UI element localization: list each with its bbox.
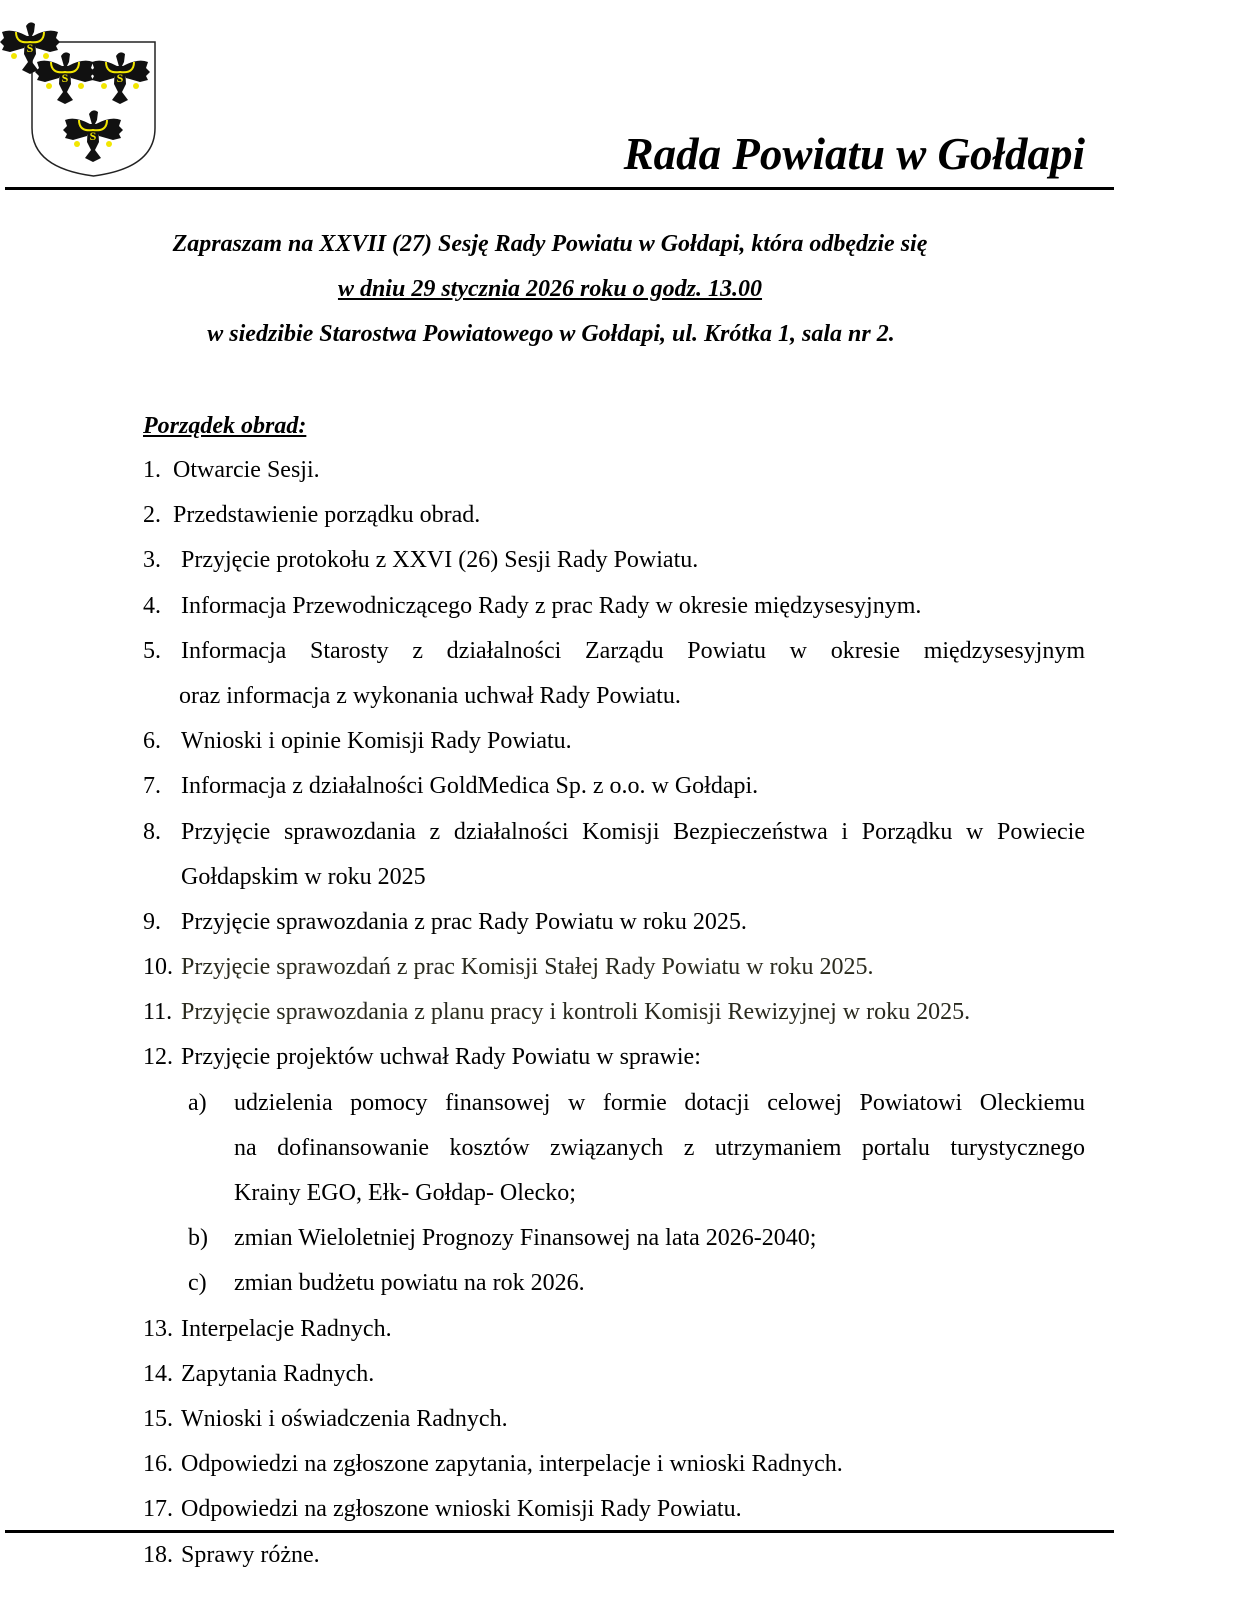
footer-divider [5,1530,1114,1533]
agenda-item-text: Odpowiedzi na zgłoszone zapytania, interpelacje i wnioski Radnych. [181,1451,843,1478]
agenda-item-number: 18. [143,1541,173,1568]
agenda-subitem-text: zmian budżetu powiatu na rok 2026. [234,1270,585,1297]
agenda-item-text: Informacja z działalności GoldMedica Sp. z o.o. w Gołdapi. [181,773,759,800]
agenda-item-text: oraz informacja z wykonania uchwał Rady Powiatu. [179,682,681,709]
agenda-subitem [143,1126,1085,1171]
agenda-item [143,448,1085,493]
agenda-item [143,584,1085,629]
agenda-item-text: Otwarcie Sesji. [173,457,320,483]
agenda-item-text: Przyjęcie protokołu z XXVI (26) Sesji Rady Powiatu. [181,547,699,574]
agenda-item-number: 11. [143,999,173,1026]
agenda-item [143,1352,1085,1397]
agenda-item-text: Informacja Starosty z działalności Zarządu Powiatu w okresie międzysesyjnym [181,637,1085,664]
agenda-item [143,945,1085,990]
agenda-item [143,538,1085,583]
agenda-item-number: 2. [143,502,161,529]
agenda-item [143,1307,1085,1352]
agenda-item [143,719,1085,764]
agenda-item [143,629,1085,674]
agenda-item-text: Przyjęcie sprawozdań z prac Komisji Stałej Rady Powiatu w roku 2025. [181,954,874,981]
agenda-subitem-text: zmian Wieloletniej Prognozy Finansowej na lata 2026-2040; [234,1225,817,1252]
agenda-item [143,764,1085,809]
agenda-item-text: Przedstawienie porządku obrad. [173,502,481,529]
agenda-item-text: Zapytania Radnych. [181,1360,375,1387]
invitation-date-text: w dniu 29 stycznia 2026 roku o godz. 13.00 [337,276,763,302]
agenda-subitem-letter: b) [188,1225,208,1252]
agenda-subitem-letter: a) [188,1089,207,1116]
agenda-subitem [143,1216,1085,1261]
agenda-item-text: Wnioski i opinie Komisji Rady Powiatu. [181,728,572,755]
agenda-item [143,1035,1085,1080]
agenda-title: Porządek obrad: [143,413,307,439]
agenda-item-text: Interpelacje Radnych. [181,1315,392,1342]
agenda-subitem-text: udzielenia pomocy finansowej w formie dotacji celowej Powiatowi Oleckiemu [234,1089,1085,1116]
agenda-list [143,448,1085,1578]
agenda-item [143,1533,1085,1578]
agenda-item-number: 7. [143,773,161,800]
agenda-item [143,674,1085,719]
agenda-subitem [143,1171,1085,1216]
agenda-subitem [143,1261,1085,1306]
agenda-item-number: 12. [143,1044,173,1071]
agenda-item-number: 9. [143,908,161,935]
agenda-item-text: Przyjęcie sprawozdania z planu pracy i kontroli Komisji Rewizyjnej w roku 2025. [181,999,971,1026]
agenda-item-number: 10. [143,954,173,981]
invitation-line: Zapraszam na XXVII (27) Sesję Rady Powiatu w Gołdapi, która odbędzie się [172,231,928,257]
agenda-item-number: 5. [143,637,161,664]
agenda-subitem [143,1081,1085,1126]
agenda-item-text: Informacja Przewodniczącego Rady z prac Rady w okresie międzysesyjnym. [181,592,922,619]
agenda-item-number: 3. [143,547,161,574]
agenda-subitem-text: Krainy EGO, Ełk- Gołdap- Olecko; [234,1180,576,1206]
agenda-item-text: Przyjęcie projektów uchwał Rady Powiatu w sprawie: [181,1044,701,1071]
agenda-item-number: 16. [143,1451,173,1478]
page-title: Rada Powiatu w Gołdapi [623,129,1085,179]
agenda-item [143,1442,1085,1487]
agenda-item-number: 8. [143,818,161,845]
agenda-item [143,493,1085,538]
agenda-item [143,855,1085,900]
agenda-item [143,990,1085,1035]
header-divider [5,187,1114,190]
agenda-item-number: 14. [143,1360,173,1387]
agenda-item [143,810,1085,855]
agenda-item-number: 17. [143,1496,173,1523]
agenda-item-text: Gołdapskim w roku 2025 [181,863,426,890]
agenda-item-text: Odpowiedzi na zgłoszone wnioski Komisji Rady Powiatu. [181,1496,742,1523]
coat-of-arms-logo [26,40,157,178]
svg-text:S: S [26,41,34,55]
agenda-item [143,1487,1085,1532]
agenda-item-text: Sprawy różne. [181,1541,320,1568]
agenda-item-number: 1. [143,457,161,483]
agenda-item-number: 15. [143,1405,173,1432]
agenda-item-text: Wnioski i oświadczenia Radnych. [181,1405,508,1432]
agenda-item-number: 6. [143,728,161,755]
agenda-item-text: Przyjęcie sprawozdania z prac Rady Powiatu w roku 2025. [181,908,747,935]
agenda-item-text: Przyjęcie sprawozdania z działalności Komisji Bezpieczeństwa i Porządku w Powiecie [181,818,1085,845]
agenda-item-number: 4. [143,592,161,619]
agenda-subitem-text: na dofinansowanie kosztów związanych z utrzymaniem portalu turystycznego [234,1134,1085,1161]
invitation-location: w siedzibie Starostwa Powiatowego w Gołdapi, ul. Krótka 1, sala nr 2. [207,321,895,347]
agenda-item [143,900,1085,945]
agenda-item [143,1397,1085,1442]
agenda-item-number: 13. [143,1315,173,1342]
agenda-subitem-letter: c) [188,1270,207,1297]
invitation-date [0,267,1100,312]
